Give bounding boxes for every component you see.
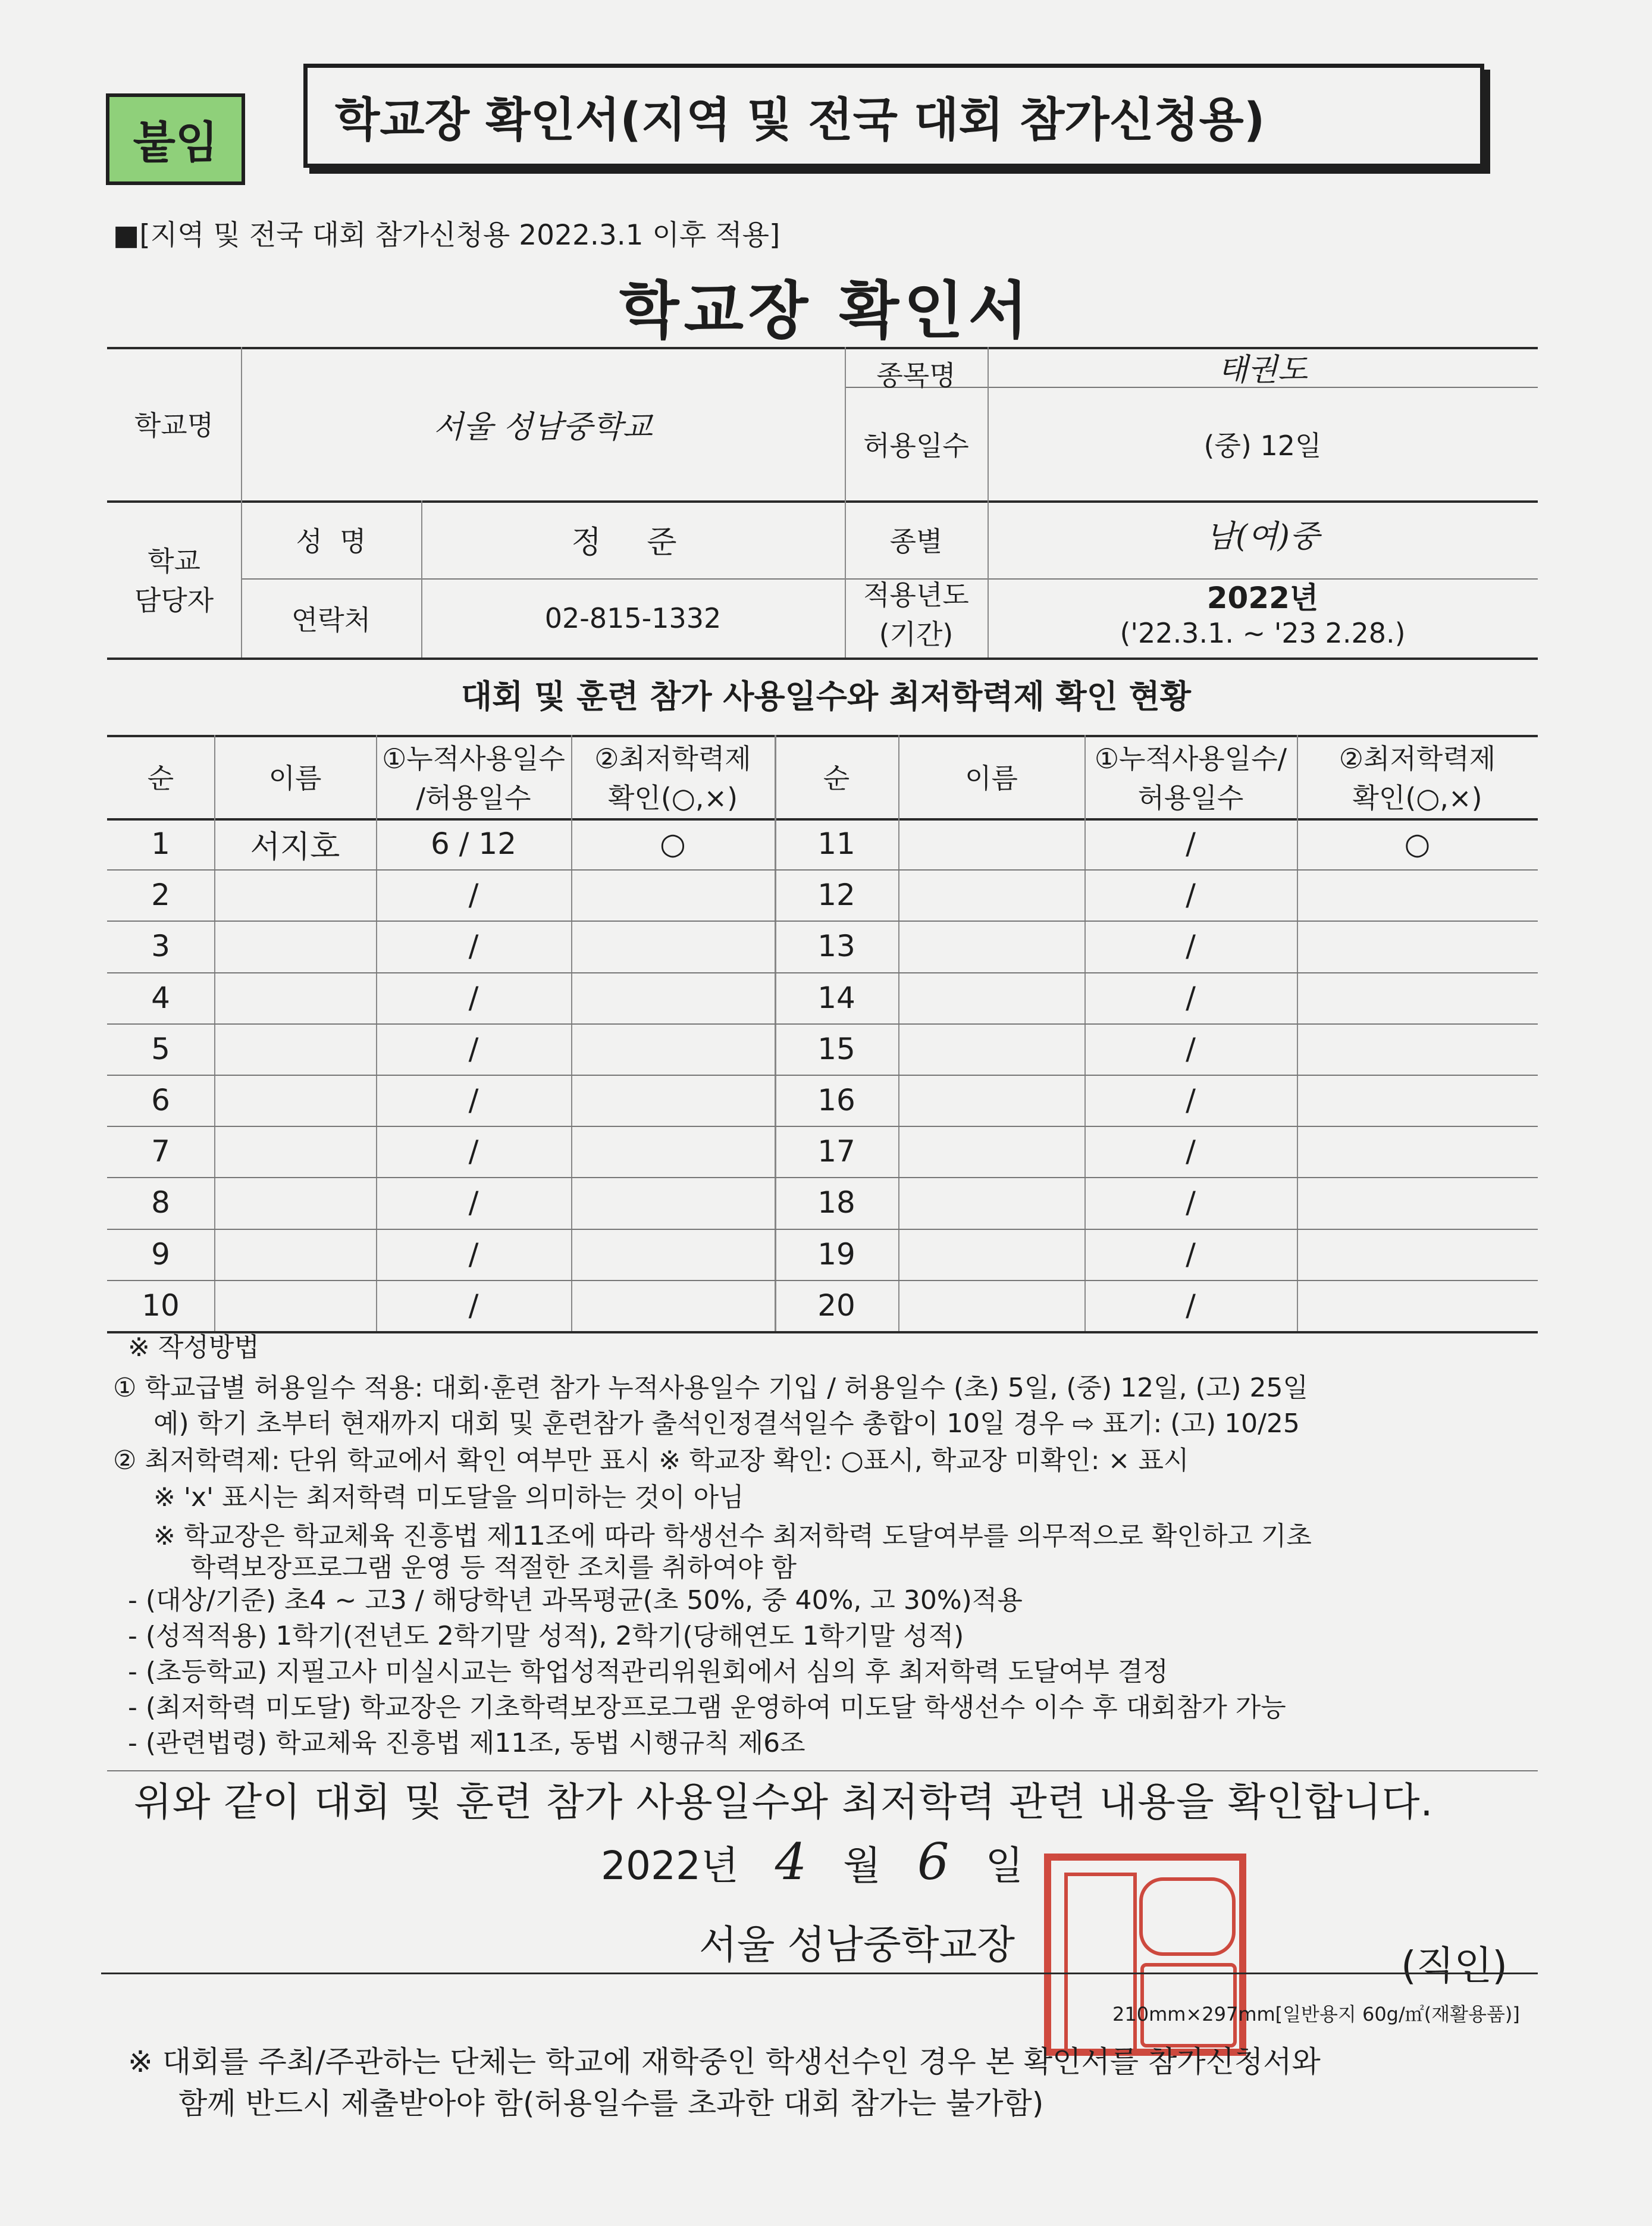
right-row-5-no: 15 [817, 1031, 855, 1066]
status-table-title: 대회 및 훈련 참가 사용일수와 최저학력제 확인 현황 [460, 678, 1192, 715]
right-row-6-days: / [1186, 1083, 1196, 1118]
contact-value: 02-815-1332 [544, 602, 722, 634]
left-row-2-days: / [468, 878, 479, 913]
left-row-10-name [214, 1280, 376, 1331]
right-row-9-days: / [1186, 1236, 1196, 1272]
col-min-left [571, 735, 775, 818]
right-row-5-days: / [1186, 1031, 1196, 1066]
date-month-unit: 월 [843, 1843, 881, 1889]
official-seal-label: (직인) [1401, 1943, 1508, 1989]
right-row-8-no: 18 [817, 1185, 855, 1220]
right-row-2-days: / [1186, 878, 1196, 913]
note-principal-duty: ※ 학교장은 학교체육 진흥법 제11조에 따라 학생선수 최저학력 도달여부를 의무적으로 확인하고 기초 [153, 1521, 1312, 1551]
right-row-3-name [898, 921, 1084, 972]
left-row-8-days: / [468, 1185, 479, 1220]
date-year: 2022년 [601, 1843, 739, 1889]
school-name-label: 학교명 [134, 409, 214, 442]
left-row-5-no: 5 [151, 1031, 170, 1066]
apply-year-value [988, 565, 1538, 658]
date-day-unit: 일 [985, 1843, 1024, 1889]
right-row-4-min [1297, 972, 1538, 1023]
right-row-2-no: 12 [817, 878, 855, 913]
left-row-5-name [214, 1023, 376, 1075]
col-min-right-line1: ②최저학력제 [1338, 743, 1496, 775]
left-row-9-min [571, 1229, 775, 1280]
left-row-5-days: / [468, 1031, 479, 1066]
gender-value: 남(여)중 [1205, 518, 1320, 555]
note-elementary: - (초등학교) 지필고사 미실시교는 학업성적관리위원회에서 심의 후 최저학력 도달여부 결정 [128, 1657, 1168, 1687]
right-row-6-min [1297, 1075, 1538, 1126]
left-row-7-no: 7 [151, 1134, 170, 1169]
col-days-left-line2: /허용일수 [416, 782, 531, 814]
right-row-7-name [898, 1126, 1084, 1177]
col-min-left-line2: 확인(○,×) [607, 782, 738, 814]
right-row-3-days: / [1186, 929, 1196, 964]
left-row-8-no: 8 [151, 1185, 170, 1220]
manager-name-value: 정 준 [571, 525, 695, 561]
col-days-right-line1: ①누적사용일수/ [1094, 743, 1287, 775]
left-row-9-days: / [468, 1236, 479, 1272]
right-row-5-name [898, 1023, 1084, 1075]
left-row-6-no: 6 [151, 1083, 170, 1118]
apply-year-label-line1: 적용년도 [863, 579, 969, 611]
name-label: 성 명 [296, 525, 366, 558]
right-row-6-name [898, 1075, 1084, 1126]
note-target: - (대상/기준) 초4 ~ 고3 / 해당학년 과목평균(초 50%, 중 40%, 고 30%)적용 [128, 1585, 1023, 1616]
school-name-value: 서울 성남중학교 [433, 409, 653, 445]
left-row-7-name [214, 1126, 376, 1177]
right-row-8-min [1297, 1177, 1538, 1228]
left-row-7-days: / [468, 1134, 479, 1169]
col-no-left: 순 [147, 762, 174, 794]
left-row-5-min [571, 1023, 775, 1075]
right-row-4-name [898, 972, 1084, 1023]
left-row-2-name [214, 869, 376, 921]
document-title: 학교장 확인서 [619, 274, 1033, 347]
attachment-badge: 붙임 [106, 93, 245, 185]
left-row-4-no: 4 [151, 980, 170, 1015]
col-name-left: 이름 [268, 762, 322, 794]
contact-label: 연락처 [291, 603, 371, 636]
col-min-right-line2: 확인(○,×) [1352, 782, 1482, 814]
col-no-right: 순 [823, 762, 850, 794]
gender-label: 종별 [889, 525, 943, 558]
left-row-9-name [214, 1229, 376, 1280]
left-row-1-days: 6 / 12 [430, 826, 517, 862]
left-row-3-no: 3 [151, 929, 170, 964]
right-row-4-days: / [1186, 980, 1196, 1015]
left-row-6-days: / [468, 1083, 479, 1118]
left-row-6-name [214, 1075, 376, 1126]
note-principal-duty-cont: 학력보장프로그램 운영 등 적절한 조치를 취하여야 함 [190, 1552, 797, 1583]
manager-label-line2: 담당자 [134, 584, 214, 616]
right-row-10-name [898, 1280, 1084, 1331]
left-row-3-min [571, 921, 775, 972]
footer-note-line2: 함께 반드시 제출받아야 함(허용일수를 초과한 대회 참가는 불가함) [178, 2086, 1044, 2121]
right-row-1-days: / [1186, 826, 1196, 862]
manager-label [107, 500, 241, 658]
note-law: - (관련법령) 학교체육 진흥법 제11조, 동법 시행규칙 제6조 [128, 1728, 805, 1758]
left-row-1-min: ○ [660, 826, 686, 862]
left-row-3-days: / [468, 929, 479, 964]
apply-period: ('22.3.1. ~ '23 2.28.) [1120, 616, 1406, 649]
col-days-right-line2: 허용일수 [1137, 782, 1244, 814]
left-row-10-days: / [468, 1288, 479, 1323]
scope-note: ■[지역 및 전국 대회 참가신청용 2022.3.1 이후 적용] [113, 219, 780, 252]
left-row-2-min [571, 869, 775, 921]
col-min-left-line1: ②최저학력제 [594, 743, 751, 775]
note-2: ② 최저학력제: 단위 학교에서 확인 여부만 표시 ※ 학교장 확인: ○표시, 학교장 미확인: × 표시 [113, 1445, 1189, 1476]
right-row-3-no: 13 [817, 929, 855, 964]
right-row-7-days: / [1186, 1134, 1196, 1169]
left-row-9-no: 9 [151, 1236, 170, 1272]
right-row-5-min [1297, 1023, 1538, 1075]
footer-note-line1: ※ 대회를 주최/주관하는 단체는 학교에 재학중인 학생선수인 경우 본 확인서를 참가신청서와 [128, 2045, 1321, 2079]
right-row-1-name [898, 818, 1084, 869]
right-row-9-no: 19 [817, 1236, 855, 1272]
right-row-3-min [1297, 921, 1538, 972]
right-row-1-no: 11 [817, 826, 855, 862]
allowed-days-value: (중) 12일 [1203, 429, 1322, 462]
left-row-7-min [571, 1126, 775, 1177]
left-row-3-name [214, 921, 376, 972]
left-row-8-name [214, 1177, 376, 1228]
right-row-10-days: / [1186, 1288, 1196, 1323]
date-day: 6 [917, 1833, 949, 1891]
note-example: 예) 학기 초부터 현재까지 대회 및 훈련참가 출석인정결석일수 총합이 10일 경우 ⇨ 표기: (고) 10/25 [153, 1408, 1300, 1439]
apply-year: 2022년 [1206, 580, 1319, 615]
col-days-right [1084, 735, 1297, 818]
left-row-1-no: 1 [151, 826, 170, 862]
right-row-1-min: ○ [1404, 826, 1431, 862]
left-row-10-min [571, 1280, 775, 1331]
right-row-8-days: / [1186, 1185, 1196, 1220]
right-row-7-no: 17 [817, 1134, 855, 1169]
left-row-8-min [571, 1177, 775, 1228]
document-banner-title: 학교장 확인서(지역 및 전국 대회 참가신청용) [303, 64, 1484, 168]
right-row-2-name [898, 869, 1084, 921]
allowed-days-label: 허용일수 [863, 429, 969, 462]
event-value: 태권도 [1218, 352, 1308, 388]
left-row-4-min [571, 972, 775, 1023]
right-row-8-name [898, 1177, 1084, 1228]
note-below-minimum: - (최저학력 미도달) 학교장은 기초학력보장프로그램 운영하여 미도달 학생선수 이수 후 대회참가 가능 [128, 1692, 1286, 1723]
note-1: ① 학교급별 허용일수 적용: 대회·훈련 참가 누적사용일수 기입 / 허용일수 (초) 5일, (중) 12일, (고) 25일 [113, 1373, 1308, 1403]
right-row-6-no: 16 [817, 1083, 855, 1118]
manager-label-line1: 학교 [148, 545, 200, 577]
note-x-mark: ※ 'x' 표시는 최저학력 미도달을 의미하는 것이 아님 [153, 1482, 744, 1513]
event-label: 종목명 [876, 359, 956, 392]
paper-spec: 210mm×297mm[일반용지 60g/㎡(재활용품)] [1112, 2003, 1520, 2025]
note-grades: - (성적적용) 1학기(전년도 2학기말 성적), 2학기(당해연도 1학기말 성적) [128, 1621, 964, 1651]
left-row-4-name [214, 972, 376, 1023]
left-row-2-no: 2 [151, 878, 170, 913]
col-min-right [1297, 735, 1538, 818]
confirmation-statement: 위와 같이 대회 및 훈련 참가 사용일수와 최저학력 관련 내용을 확인합니다. [134, 1779, 1434, 1825]
notes-heading: ※ 작성방법 [128, 1332, 259, 1363]
right-row-9-name [898, 1229, 1084, 1280]
right-row-9-min [1297, 1229, 1538, 1280]
col-days-left-line1: ①누적사용일수 [382, 743, 565, 775]
col-days-left [376, 735, 571, 818]
right-row-7-min [1297, 1126, 1538, 1177]
right-row-10-no: 20 [817, 1288, 855, 1323]
right-row-10-min [1297, 1280, 1538, 1331]
col-name-right: 이름 [965, 762, 1018, 794]
apply-year-label [845, 568, 988, 658]
left-row-4-days: / [468, 980, 479, 1015]
right-row-2-min [1297, 869, 1538, 921]
issue-date [601, 1833, 1023, 1891]
date-month: 4 [775, 1833, 807, 1891]
left-row-1-name: 서지호 [250, 829, 340, 865]
right-row-4-no: 14 [817, 980, 855, 1015]
principal-signature-name: 서울 성남중학교장 [699, 1922, 1015, 1968]
left-row-10-no: 10 [142, 1288, 180, 1323]
left-row-6-min [571, 1075, 775, 1126]
apply-year-label-line2: (기간) [879, 618, 954, 650]
